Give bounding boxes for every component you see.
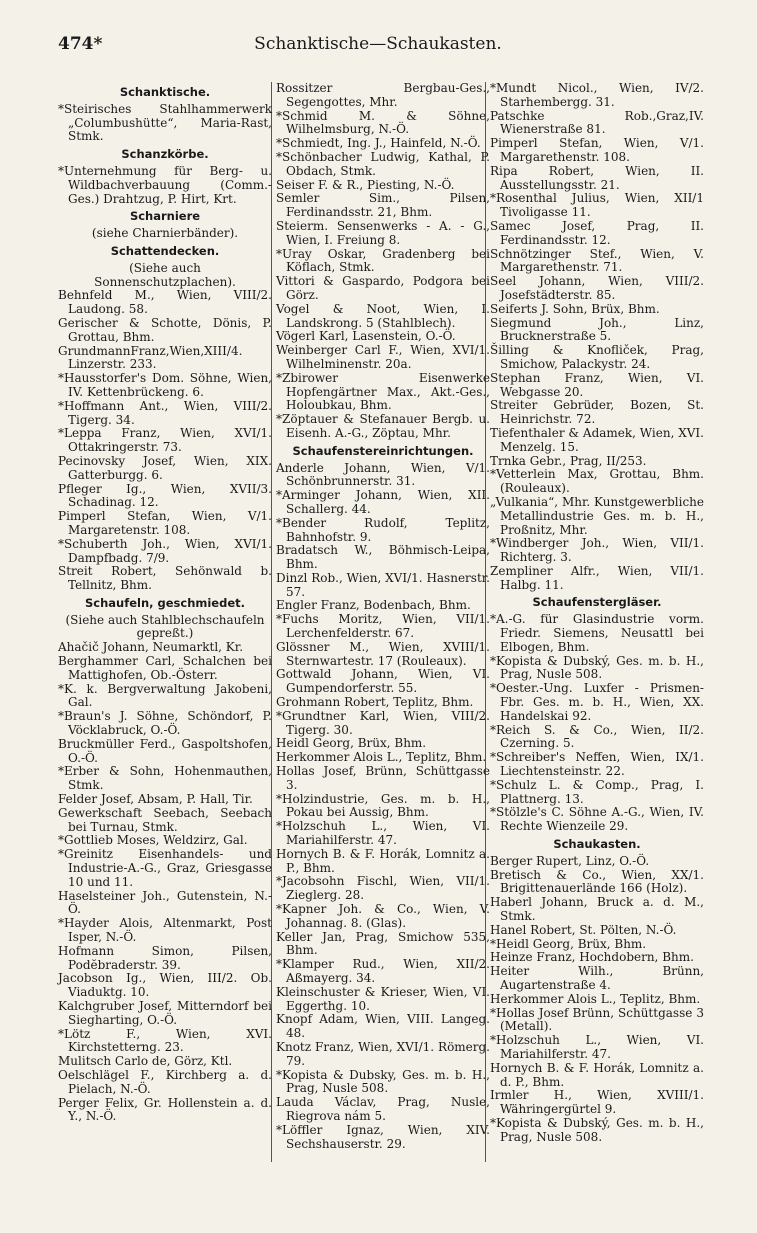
directory-entry: *Uray Oskar, Gradenberg bei Köflach, Stmk. [276,246,490,275]
directory-entry: Ahačič Johann, Neumarktl, Kr. [58,640,244,655]
directory-entry: *Stölzle's C. Söhne A.-G., Wien, IV. Rechte Wienzeile 29. [490,805,704,834]
column-left [58,82,272,1124]
directory-entry: *Reich S. & Co., Wien, II/2. Czerning. 5. [490,722,704,751]
section-heading: Schaukasten. [553,837,641,852]
directory-entry: *Klamper Rud., Wien, XII/2. Aßmayerg. 34. [276,957,490,985]
directory-entry: Seiferts J. Sohn, Brüx, Bhm. [490,301,660,316]
directory-entry: *Kopista & Dubský, Ges. m. b. H., Prag, Nusle 508. [490,1115,704,1144]
directory-entry: Patschke Rob.,Graz,IV. Wienerstraße 81. [490,108,704,137]
directory-entry: *Schmid M. & Söhne, Wilhelmsburg, N.-Ö. [276,108,490,137]
directory-entry: Felder Josef, Absam, P. Hall, Tir. [58,792,253,807]
directory-entry: Seel Johann, Wien, VIII/2. Josefstädterstr. 85. [490,274,704,302]
directory-entry: Šilling & Knofliček, Prag, Smichow, Palackystr. 24. [490,343,704,371]
directory-entry: Samec Josef, Prag, II. Ferdinandsstr. 12. [490,218,704,247]
directory-entry: Heiter Wilh., Brünn, Augartenstraße 4. [490,964,704,992]
directory-entry: Hornych B. & F. Horák, Lomnitz a. d. P., Bhm. [490,1060,704,1089]
directory-entry: Dinzl Rob., Wien, XVI/1. Hasnerstr. 57. [276,570,490,599]
directory-entry: *K. k. Bergverwaltung Jakobeni, Gal. [58,681,272,710]
directory-entry: *Zbirower Eisenwerke Hopfengärtner Max., Akt.-Ges., Holoubkau, Bhm. [276,370,490,413]
directory-entry: *Holzschuh L., Wien, VI. Mariahilferstr. 47. [276,819,490,848]
directory-entry: Kalchgruber Josef, Mitterndorf bei Siegharting, O.-Ö. [58,999,272,1027]
column-right [490,82,704,1145]
directory-entry: *A.-G. für Glasindustrie vorm. Friedr. Siemens, Neusattl bei Elbogen, Bhm. [490,612,704,654]
directory-entry: *Greinitz Eisenhandels- und Industrie-A.-G., Graz, Griesgasse 10 und 11. [58,847,272,889]
directory-entry: Ripa Robert, Wien, II. Ausstellungsstr. 21. [490,163,704,192]
directory-entry: *Lötz F., Wien, XVI. Kirchstetterng. 23. [58,1026,272,1055]
directory-entry: Anderle Johann, Wien, V/1. Schönbrunnerstr. 31. [276,460,490,489]
section-heading: Schattendecken. [110,243,220,258]
directory-entry: Keller Jan, Prag, Smichow 535, Bhm. [276,929,490,958]
directory-entry: Seiser F. & R., Piesting, N.-Ö. [276,177,455,192]
directory-entry: Mulitsch Carlo de, Görz, Ktl. [58,1054,233,1069]
directory-entry: *Grundtner Karl, Wien, VIII/2. Tigerg. 30. [276,708,490,737]
directory-entry: Streiter Gebrüder, Bozen, St. Heinrichstr. 72. [490,398,704,427]
directory-entry: Knotz Franz, Wien, XVI/1. Römerg. 79. [276,1039,490,1068]
directory-entry: Glössner M., Wien, XVIII/1. Sternwartestr. 17 (Rouleaux). [276,639,490,668]
directory-entry: Pimperl Stefan, Wien, V/1. Margaretenstr. 108. [58,509,272,537]
directory-entry: *Holzschuh L., Wien, VI. Mariahilferstr. 47. [490,1033,704,1061]
directory-entry: *Kopista & Dubský, Ges. m. b. H., Prag, Nusle 508. [490,653,704,682]
directory-entry: *Jacobsohn Fischl, Wien, VII/1. Zieglerg. 28. [276,874,490,903]
directory-entry: *Schulz L. & Comp., Prag, I. Plattnerg. 13. [490,777,704,806]
section-heading: Schanzkörbe. [121,147,209,162]
directory-entry: *Bender Rudolf, Teplitz, Bahnhofstr. 9. [276,515,490,544]
directory-entry: *Hausstorfer's Dom. Söhne, Wien, IV. Kettenbrückeng. 6. [58,371,272,399]
directory-entry: Hanel Robert, St. Pölten, N.-Ö. [490,922,677,937]
directory-entry: Rossitzer Bergbau-Ges., Segengottes, Mhr. [276,81,490,109]
directory-entry: Schnötzinger Stef., Wien, V. Margarethenstr. 71. [490,246,704,275]
directory-entry: *Kapner Joh. & Co., Wien, V. Johannag. 8. (Glas). [276,902,490,930]
directory-entry: *Schuberth Joh., Wien, XVI/1. Dampfbadg. 7/9. [58,536,272,565]
directory-entry: Siegmund Joh., Linz, Brucknerstraße 5. [490,315,704,344]
directory-entry: Bretisch & Co., Wien, XX/1. Brigittenauerlände 166 (Holz). [490,867,704,896]
directory-entry: Herkommer Alois L., Teplitz, Bhm. [276,750,487,765]
directory-entry: Behnfeld M., Wien, VIII/2. Laudong. 58. [58,288,272,317]
directory-entry: Stephan Franz, Wien, VI. Webgasse 20. [490,370,704,399]
directory-entry: Haselsteiner Joh., Gutenstein, N.-Ö. [58,888,272,917]
directory-entry: Bruckmüller Ferd., Gaspoltshofen, O.-Ö. [58,736,272,765]
directory-entry: „Vulkania“, Mhr. Kunstgewerbliche Metallindustrie Ges. m. b. H., Proßnitz, Mhr. [490,494,704,537]
directory-entry: *Schmiedt, Ing. J., Hainfeld, N.-Ö. [276,136,481,151]
directory-entry: Pecinovsky Josef, Wien, XIX. Gatterburgg. 6. [58,453,272,482]
directory-entry: *Arminger Johann, Wien, XII. Schallerg. 44. [276,488,490,516]
running-title: Schanktische—Schaukasten. [254,34,502,54]
page-header [58,34,698,58]
directory-entry: Lauda Václav, Prag, Nusle, Riegrova nám 5. [276,1095,490,1123]
directory-entry: *Hoffmann Ant., Wien, VIII/2. Tigerg. 34. [58,398,272,427]
directory-entry: Zempliner Alfr., Wien, VII/1. Halbg. 11. [490,563,704,592]
directory-entry: Jacobson Ig., Wien, III/2. Ob. Viaduktg. 10. [58,971,272,1000]
directory-entry: Gerischer & Schotte, Dönis, P. Grottau, Bhm. [58,315,272,344]
directory-entry: Gewerkschaft Seebach, Seebach bei Turnau, Stmk. [58,805,272,834]
directory-entry: *Mundt Nicol., Wien, IV/2. Starhembergg. 31. [490,81,704,109]
directory-entry: Vögerl Karl, Lasenstein, O.-Ö. [276,329,456,344]
directory-entry: *Erber & Sohn, Hohenmauthen, Stmk. [58,764,272,793]
cross-reference-note: (Siehe auch Stahlblechschaufeln gepreßt.) [65,612,265,641]
section-heading: Schaufeln, geschmiedet. [84,595,246,610]
directory-entry: *Windberger Joh., Wien, VII/1. Richterg. 3. [490,536,704,565]
directory-entry: *Unternehmung für Berg- u. Wildbachverbauung (Comm.-Ges.) Drahtzug, P. Hirt, Krt. [58,163,272,206]
directory-entry: Kleinschuster & Krieser, Wien, VI. Eggerthg. 10. [276,984,490,1013]
directory-entry: Tiefenthaler & Adamek, Wien, XVI. Menzelg. 15. [490,425,704,454]
directory-entry: Heinze Franz, Hochdobern, Bhm. [490,950,694,965]
directory-entry: Vogel & Noot, Wien, I. Landskrong. 5 (Stahlblech). [276,301,490,330]
directory-entry: Berghammer Carl, Schalchen bei Mattighofen, Ob.-Österr. [58,654,272,682]
directory-entry: *Braun's J. Söhne, Schöndorf, P. Vöcklabruck, O.-Ö. [58,709,272,738]
section-heading: Schaufenstergläser. [532,595,662,610]
cross-reference-note: (Siehe auch Sonnenschutzplachen). [94,260,236,289]
directory-entry: Pimperl Stefan, Wien, V/1. Margarethenstr. 108. [490,136,704,164]
directory-entry: Berger Rupert, Linz, O.-Ö. [490,853,650,868]
directory-entry: Vittori & Gaspardo, Podgora bei Görz. [276,274,490,302]
directory-entry: Streit Robert, Sehönwald b. Tellnitz, Bhm. [58,564,272,593]
directory-entry: *Steirisches Stahlhammerwerk „Columbushütte“, Maria-Rast, Stmk. [58,101,272,144]
directory-entry: *Holzindustrie, Ges. m. b. H., Pokau bei Aussig, Bhm. [276,791,490,820]
column-middle [276,82,490,1151]
section-heading: Schaufenstereinrichtungen. [292,443,474,458]
directory-entry: *Leppa Franz, Wien, XVI/1. Ottakringerstr. 73. [58,426,272,455]
directory-entry: *Heidl Georg, Brüx, Bhm. [490,936,647,951]
section-heading: Scharniere [129,209,201,224]
directory-entry: *Fuchs Moritz, Wien, VII/1. Lerchenfelderstr. 67. [276,612,490,641]
directory-entry: *Oester.-Ung. Luxfer - Prismen-Fbr. Ges. m. b. H., Wien, XX. Handelskai 92. [490,681,704,723]
directory-entry: GrundmannFranz,Wien,XIII/4. Linzerstr. 233. [58,343,243,372]
directory-entry: *Gottlieb Moses, Weldzirz, Gal. [58,833,248,848]
directory-entry: *Kopista & Dubsky, Ges. m. b. H., Prag, Nusle 508. [276,1067,490,1096]
directory-entry: Knopf Adam, Wien, VIII. Langeg. 48. [276,1012,490,1041]
directory-entry: Engler Franz, Bodenbach, Bhm. [276,598,471,613]
directory-entry: Grohmann Robert, Teplitz, Bhm. [276,695,474,710]
directory-entry: Semler Sim., Pilsen, Ferdinandsstr. 21, Bhm. [276,191,490,220]
cross-reference-note: (siehe Charnierbänder). [91,226,239,241]
directory-entry: Hollas Josef, Brünn, Schüttgasse 3. [276,764,490,792]
page-number: 474* [58,34,103,54]
directory-entry: *Vetterlein Max, Grottau, Bhm. (Rouleaux). [490,467,704,496]
directory-entry: Irmler H., Wien, XVIII/1. Währingergürtel 9. [490,1088,704,1117]
directory-entry: Hornych B. & F. Horák, Lomnitz a. P., Bhm. [276,846,490,875]
directory-entry: Perger Felix, Gr. Hollenstein a. d. Y., N.-Ö. [58,1095,272,1124]
directory-entry: *Hayder Alois, Altenmarkt, Post Isper, N.-Ö. [58,916,272,945]
directory-entry: Gottwald Johann, Wien, VI. Gumpendorferstr. 55. [276,667,490,696]
directory-entry: *Schönbacher Ludwig, Kathal, P. Obdach, Stmk. [276,149,490,178]
directory-entry: Hofmann Simon, Pilsen, Podĕbraderstr. 39. [58,943,272,972]
directory-entry: Steierm. Sensenwerks - A. - G., Wien, I. Freiung 8. [276,218,490,247]
directory-entry: Heidl Georg, Brüx, Bhm. [276,736,427,751]
directory-entry: *Hollas Josef Brünn, Schüttgasse 3 (Metall). [490,1005,704,1034]
directory-entry: Bradatsch W., Böhmisch-Leipa, Bhm. [276,543,490,572]
directory-entry: Haberl Johann, Bruck a. d. M., Stmk. [490,895,704,924]
section-heading: Schanktische. [119,85,211,99]
directory-entry: *Zöptauer & Stefanauer Bergb. u. Eisenh. A.-G., Zöptau, Mhr. [276,412,490,440]
directory-entry: Oelschlägel F., Kirchberg a. d. Pielach, N.-Ö. [58,1067,272,1096]
directory-entry: *Rosenthal Julius, Wien, XII/1 Tivoligasse 11. [490,191,704,220]
directory-entry: Trnka Gebr., Prag, II/253. [490,453,647,468]
directory-entry: Herkommer Alois L., Teplitz, Bhm. [490,991,701,1006]
directory-entry: *Löffler Ignaz, Wien, XIV. Sechshauserstr. 29. [276,1122,490,1151]
directory-entry: Pfleger Ig., Wien, XVII/3. Schadinag. 12. [58,481,272,510]
directory-entry: Weinberger Carl F., Wien, XVI/1. Wilhelminenstr. 20a. [276,343,490,371]
directory-entry: *Schreiber's Neffen, Wien, IX/1. Liechtensteinstr. 22. [490,750,704,779]
